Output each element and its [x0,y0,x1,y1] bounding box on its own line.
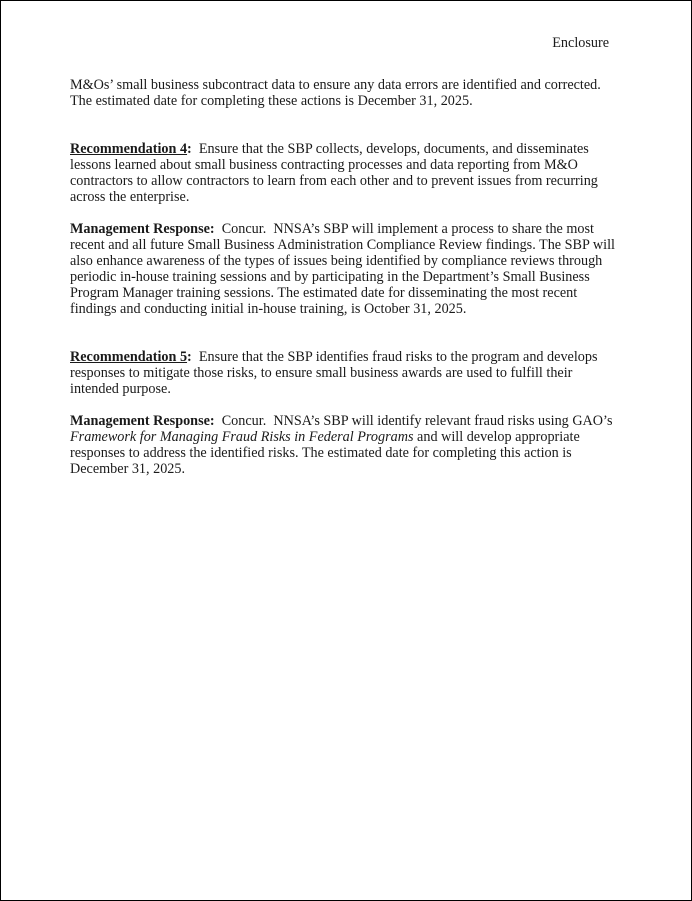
text-line: responses to address the identified risks. The estimated date for completing this action is [70,445,572,461]
recommendation-5-paragraph: Recommendation 5: Ensure that the SBP identifies fraud risks to the program and develops responses to mitigate those risks, to ensure small business awards are used to fulfill their intended purpose. [70,349,630,397]
framework-title-italic: Framework for Managing Fraud Risks in Federal Programs [70,429,414,445]
text-line: findings and conducting initial in-house training, is October 31, 2025. [70,301,467,317]
text-line: contractors to allow contractors to learn from each other and to prevent issues from recurring [70,173,598,189]
text-line: lessons learned about small business contracting processes and data reporting from M&O [70,157,578,173]
management-response-label: Management Response: [70,413,215,429]
text-line: intended purpose. [70,381,171,397]
text-line: Concur. NNSA’s SBP will implement a process to share the most [214,221,594,237]
text-line: recent and all future Small Business Administration Compliance Review findings. The SBP will [70,237,615,253]
recommendation-5-label: Recommendation 5 [70,349,188,365]
text-line: Program Manager training sessions. The estimated date for disseminating the most recent [70,285,578,301]
text-line: The estimated date for completing these actions is December 31, 2025. [70,93,473,109]
text-line: periodic in-house training sessions and by participating in the Department’s Small Business [70,269,590,285]
text-line: also enhance awareness of the types of issues being identified by compliance reviews through [70,253,603,269]
enclosure-header: Enclosure [552,35,609,51]
recommendation-4-label: Recommendation 4 [70,141,188,157]
continuation-paragraph [70,77,630,109]
text-line: across the enterprise. [70,189,190,205]
text-line: responses to mitigate those risks, to ensure small business awards are used to fulfill their [70,365,573,381]
management-response-5-paragraph [70,413,630,477]
text-line: December 31, 2025. [70,461,186,477]
text-line: Ensure that the SBP collects, develops, documents, and disseminates [191,141,589,157]
recommendation-4-paragraph: Recommendation 4: Ensure that the SBP collects, develops, documents, and disseminates lessons learned about small business contracting processes and data reporting from M&O contractors to allow contractors to learn from each other and to prevent issues from recurring across the enterprise. [70,141,630,205]
text-line: Concur. NNSA’s SBP will identify relevant fraud risks using GAO’s [214,413,613,429]
text-line: Ensure that the SBP identifies fraud risks to the program and develops [191,349,598,365]
management-response-4-paragraph [70,221,630,317]
management-response-label: Management Response: [70,221,215,237]
text-line: and will develop appropriate [413,429,580,445]
text-line: M&Os’ small business subcontract data to ensure any data errors are identified and corrected. [70,77,601,93]
